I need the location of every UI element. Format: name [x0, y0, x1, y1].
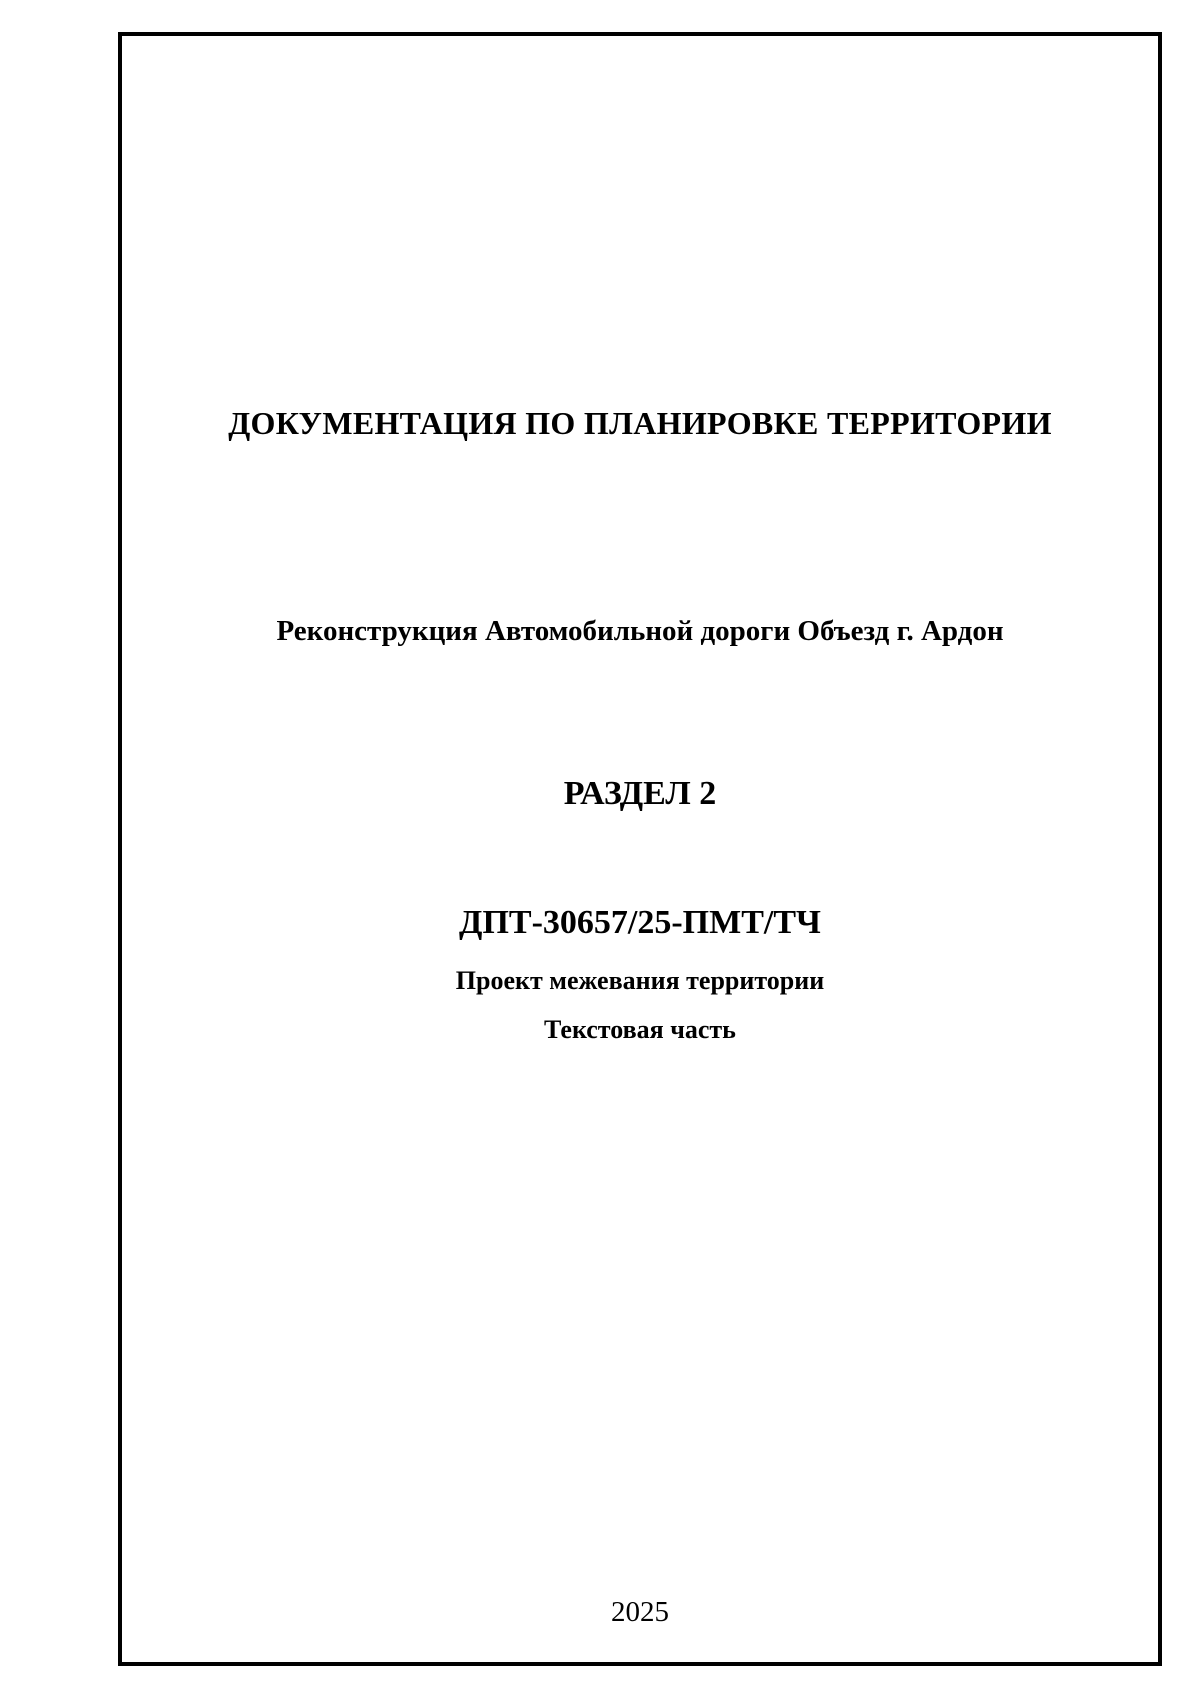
- document-title: ДОКУМЕНТАЦИЯ ПО ПЛАНИРОВКЕ ТЕРРИТОРИИ: [228, 405, 1052, 441]
- document-code: ДПТ-30657/25-ПМТ/ТЧ: [459, 904, 821, 941]
- year: 2025: [611, 1596, 669, 1628]
- section-label: РАЗДЕЛ 2: [563, 775, 717, 812]
- part-label: Текстовая часть: [544, 1015, 736, 1044]
- document-subtitle: Проект межевания территории: [455, 966, 825, 995]
- page-frame: [118, 32, 1162, 1666]
- project-name: Реконструкция Автомобильной дороги Объезд г. Ардон: [276, 615, 1004, 647]
